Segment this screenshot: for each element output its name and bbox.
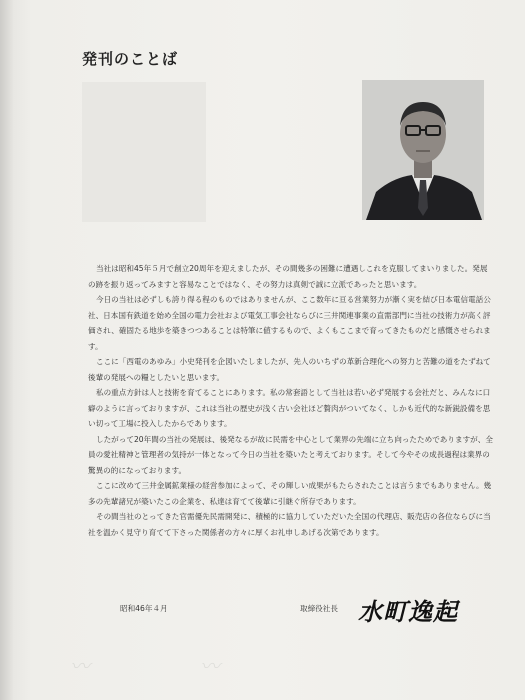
portrait-image <box>362 80 484 220</box>
bleed-through-mark: 〰 <box>200 654 220 678</box>
bleed-through-area <box>82 82 206 222</box>
paragraph: ここに改めて三井金属鉱業様の経営参加によって、その輝しい成果がもたらされたことは言うまでもありません。幾多の先輩諸兄が築いたこの企業を、私達は育てて後輩に引継ぐ所存であります。 <box>88 481 492 506</box>
signature: 水町逸起 <box>358 597 458 626</box>
issue-date: 昭和46年４月 <box>120 604 168 613</box>
paragraph: 私の重点方針は人と技術を育てることにあります。私の常套語として当社は若い必ず発展する会社だと、みんなに口癖のように言っておりますが、これは当社の歴史が浅く古い会社ほど贅肉がついてなく、しかも近代的な新鋭設備を思い切って工場に投入したからであります。 <box>88 388 491 428</box>
bleed-through-mark: 〰 <box>70 654 90 678</box>
paragraph: 当社は昭和45年５月で創立20周年を迎えましたが、その間幾多の困難に遭遇しこれを克服してまいりました。発展の跡を振り返ってみますと容易なことではなく、その努力は真剣で誠に立派であったと思います。 <box>88 264 488 289</box>
page-title: 発刊のことば <box>82 50 179 68</box>
signer-title: 取締役社長 <box>300 604 338 613</box>
body-text <box>88 261 493 540</box>
paragraph: ここに「西電のあゆみ」小史発刊を企図いたしましたが、先人のいちずの革新合理化への努力と苦難の道をたずねて後輩の発展への糧としたいと思います。 <box>88 357 491 382</box>
president-portrait-photo <box>362 80 484 220</box>
paragraph: したがって20年間の当社の発展は、後発なるが故に民需を中心として業界の先端に立ち向ったためでありますが、全員の愛社精神と管理者の気持が一体となって今日の当社を築いたと考えております。そして今やその成長過程は業界の驚異の的になっております。 <box>88 434 493 475</box>
paragraph: その間当社のとってきた官需優先民需開発に、積極的に協力していただいた全国の代理店、販売店の各位ならびに当社を温かく見守り育てて下さった関係者の方々に厚くお礼申しあげる次第であります。 <box>88 512 491 537</box>
paragraph: 今日の当社は必ずしも誇り得る程のものではありませんが、ここ数年に亘る営業努力が漸く実を結び日本電信電話公社、日本国有鉄道を始め全国の電力会社および電気工事会社ならびに三井関連事業の直需部門に当社の技術力が高く評価され、確固たる地歩を築きつつあることは特筆に値するもので、よくもここまで育ってきたものだと感慨させられます。 <box>88 295 491 351</box>
spine-shadow <box>0 0 14 700</box>
